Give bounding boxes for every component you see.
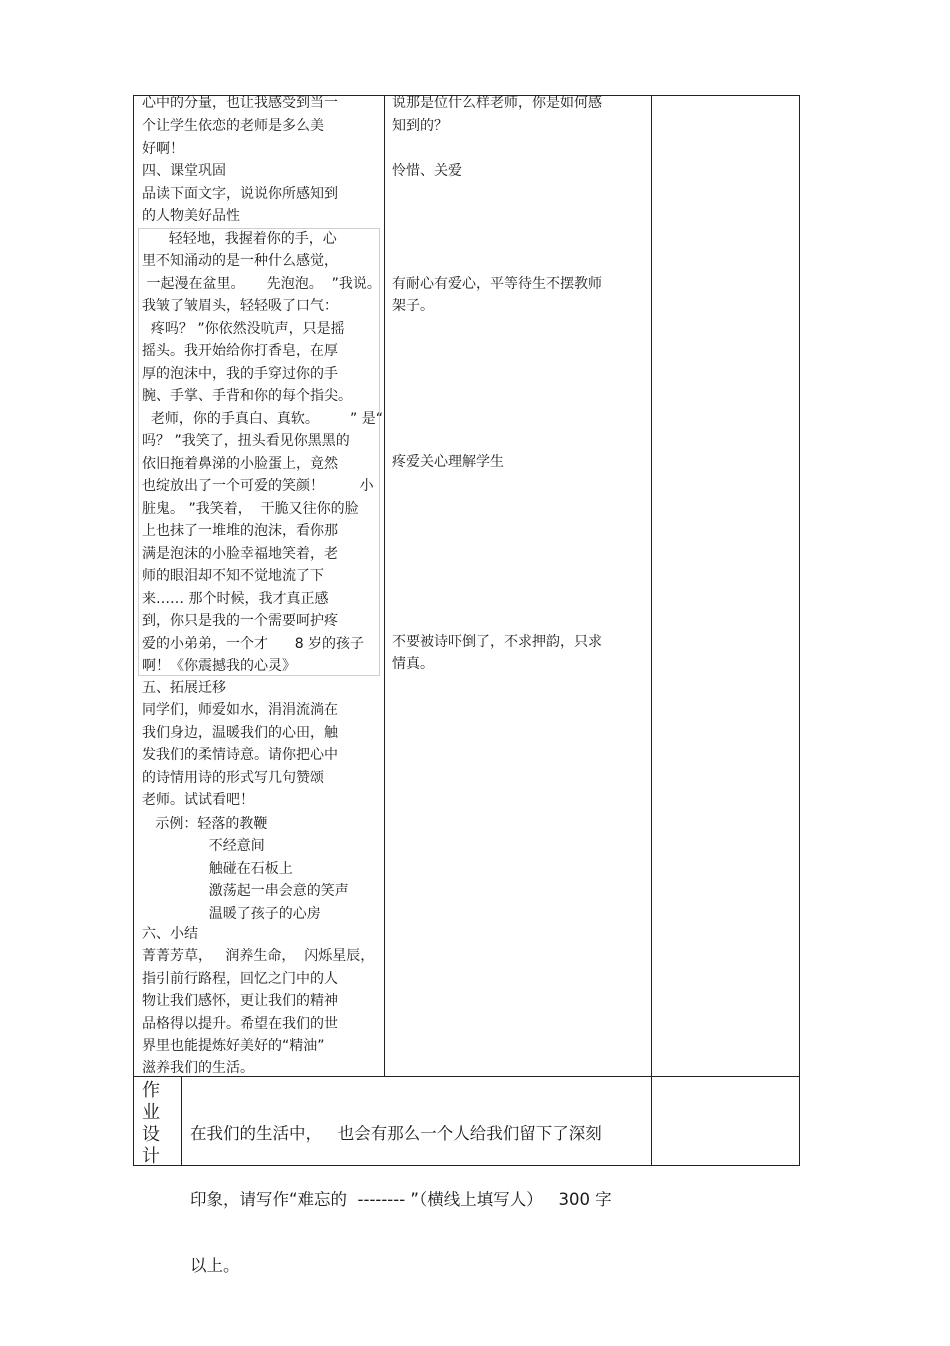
quote-line: 师的眼泪却不知不觉地流了下 bbox=[142, 568, 324, 584]
section-heading: 五、拓展迁移 bbox=[142, 680, 226, 696]
homework-label-char: 业 bbox=[142, 1102, 160, 1123]
section-heading: 四、课堂巩固 bbox=[142, 163, 226, 179]
col1-line: 的诗情用诗的形式写几句赞颂 bbox=[142, 770, 324, 786]
col2-answer: 疼爱关心理解学生 bbox=[392, 454, 504, 470]
quote-line: 依旧拖着鼻涕的小脸蛋上，竟然 bbox=[142, 456, 338, 472]
homework-line: 在我们的生活中， 也会有那么一个人给我们留下了深刻 bbox=[190, 1124, 602, 1143]
table-border-right bbox=[799, 95, 800, 1166]
poem-line: 示例：轻落的教鞭 bbox=[142, 816, 268, 832]
table-divider-col1 bbox=[384, 95, 385, 1076]
col2-answer: 不要被诗吓倒了，不求押韵，只求 bbox=[392, 634, 602, 650]
quote-line: 来…… 那个时候，我才真正感 bbox=[142, 591, 329, 607]
quote-line: 厚的泡沫中，我的手穿过你的手 bbox=[142, 366, 338, 382]
quote-line: 脏鬼。 ”我笑着， 干脆又往你的脸 bbox=[142, 501, 359, 517]
quote-line: 到，你只是我的一个需要呵护疼 bbox=[142, 613, 338, 629]
col1-line: 滋养我们的生活。 bbox=[142, 1060, 254, 1076]
quote-line: 也绽放出了一个可爱的笑颜！ 小 bbox=[142, 478, 374, 494]
section-heading: 六、小结 bbox=[142, 926, 198, 942]
poem-line: 触碰在石板上 bbox=[142, 861, 293, 877]
col2-question: 知到的？ bbox=[392, 118, 448, 134]
quote-line: 爱的小弟弟，一个才 8 岁的孩子 bbox=[142, 636, 365, 652]
homework-label-char: 设 bbox=[142, 1124, 160, 1145]
quote-line: 摇头。我开始给你打香皂，在厚 bbox=[142, 343, 338, 359]
col1-line: 同学们，师爱如水，涓涓流淌在 bbox=[142, 702, 338, 718]
table-divider-col2 bbox=[651, 95, 652, 1166]
quote-line: 里不知涌动的是一种什么感觉， bbox=[142, 253, 338, 269]
col1-line: 好啊！ bbox=[142, 141, 184, 157]
quote-line: 吗？ ”我笑了，扭头看见你黑黑的 bbox=[142, 433, 350, 449]
col2-question: 说那是位什么样老师，你是如何感 bbox=[392, 95, 602, 111]
col1-line: 老师。试试看吧！ bbox=[142, 792, 254, 808]
col1-line: 心中的分量，也让我感受到当一 bbox=[142, 95, 338, 111]
quote-line: 轻轻地，我握着你的手，心 bbox=[142, 231, 337, 247]
poem-line: 激荡起一串会意的笑声 bbox=[142, 883, 349, 899]
col2-answer: 情真。 bbox=[392, 656, 434, 672]
col1-line: 物让我们感怀，更让我们的精神 bbox=[142, 993, 338, 1009]
col1-line: 菁菁芳草， 润养生命， 闪烁星辰， bbox=[142, 948, 375, 964]
table-divider-homework-label bbox=[181, 1076, 182, 1166]
col1-line: 品格得以提升。希望在我们的世 bbox=[142, 1016, 338, 1032]
table-border-left bbox=[133, 95, 134, 1166]
col2-answer: 怜惜、关爱 bbox=[392, 163, 462, 179]
homework-text bbox=[190, 1079, 648, 1299]
poem-line: 不经意间 bbox=[142, 838, 265, 854]
quote-line: 疼吗？ ”你依然没吭声，只是摇 bbox=[142, 321, 345, 337]
quote-line: 满是泡沫的小脸幸福地笑着，老 bbox=[142, 546, 338, 562]
homework-label bbox=[140, 1080, 162, 1168]
homework-label-char: 计 bbox=[142, 1146, 160, 1167]
quote-line: 腕、手掌、手背和你的每个指尖。 bbox=[142, 388, 352, 404]
col1-line: 指引前行路程，回忆之门中的人 bbox=[142, 971, 338, 987]
col1-line: 发我们的柔情诗意。请你把心中 bbox=[142, 747, 338, 763]
homework-label-char: 作 bbox=[142, 1080, 160, 1101]
col2-answer: 有耐心有爱心，平等待生不摆教师 bbox=[392, 276, 602, 292]
homework-line: 印象，请写作“难忘的 -------- ”（横线上填写人） 300 字 bbox=[190, 1190, 612, 1209]
quote-line: 啊！《你震撼我的心灵》 bbox=[142, 658, 296, 674]
quote-line: 上也抹了一堆堆的泡沫，看你那 bbox=[142, 523, 338, 539]
col1-line: 界里也能提炼好美好的“精油” bbox=[142, 1038, 325, 1054]
poem-line: 温暖了孩子的心房 bbox=[142, 906, 321, 922]
quote-line: 我皱了皱眉头，轻轻吸了口气： bbox=[142, 298, 338, 314]
col1-line: 我们身边，温暖我们的心田，触 bbox=[142, 725, 338, 741]
col1-line: 的人物美好品性 bbox=[142, 208, 240, 224]
col2-answer: 架子。 bbox=[392, 298, 434, 314]
homework-line: 以上。 bbox=[190, 1256, 240, 1275]
quote-line: 一起漫在盆里。 先泡泡。 ”我说。 bbox=[142, 276, 381, 292]
col1-line: 个让学生依恋的老师是多么美 bbox=[142, 118, 324, 134]
col1-line: 品读下面文字，说说你所感知到 bbox=[142, 186, 338, 202]
quote-line: 老师，你的手真白、真软。 ” 是“ bbox=[142, 411, 384, 427]
